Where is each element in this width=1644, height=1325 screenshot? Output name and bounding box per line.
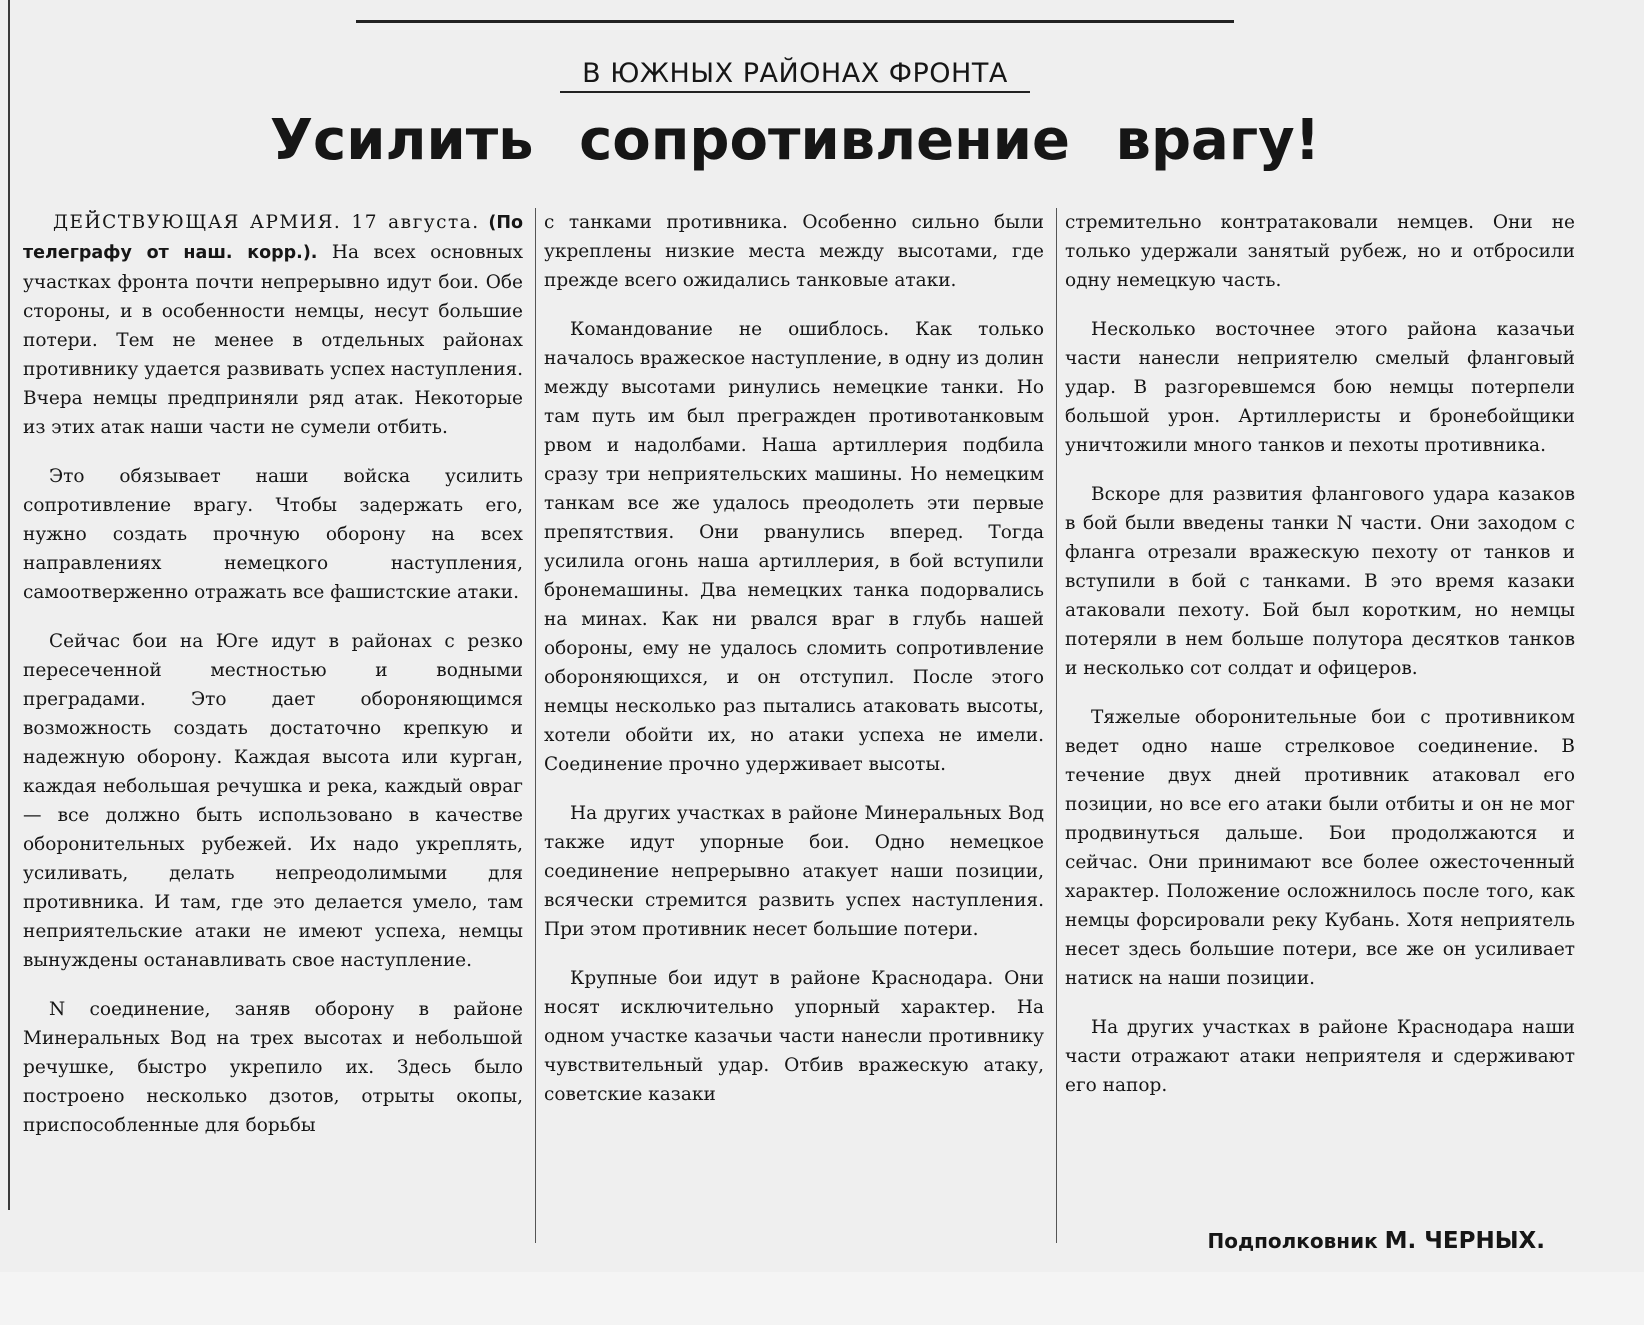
paragraph: Вскоре для развития флангового удара казаков в бой были введены танки N части. Они заходом с фланга отрезали вражескую пехоту от танков и вступили в бой с танками. В это время казаки атаковали пехоту. Бой был коротким, но немцы потеряли в нем больше полутора десятков танков и несколько сот солдат и офицеров.	[1065, 484, 1575, 679]
author-rank: Подполковник	[1207, 1229, 1378, 1253]
paragraph: Тяжелые оборонительные бои с противником ведет одно наше стрелковое соединение. В течение двух дней противник атаковал его позиции, но все его атаки были отбиты и он не мог продвинуться дальше. Бои продолжаются и сейчас. Они принимают все более ожесточенный характер. Положение осложнилось после того, как немцы форсировали реку Кубань. Хотя неприятель несет здесь большие потери, все же он усиливает натиск на наши позиции.	[1065, 707, 1575, 989]
paragraph: Командование не ошиблось. Как только началось вражеское наступление, в одну из долин между высотами ринулись немецкие танки. Но там путь им был прегражден противотанковым рвом и надолбами. Наша артиллерия подбила сразу три неприятельских машины. Но немецким танкам все же удалось преодолеть эти первые препятствия. Они рванулись вперед. Тогда усилила огонь наша артиллерия, в бой вступили бронемашины. Два немецких танка подорвались на минах. Как ни рвался враг в глубь нашей обороны, ему не удалось сломить сопротивление обороняющихся, и он отступил. После этого немцы несколько раз пытались атаковать высоты, хотели обойти их, но атаки успеха не имели. Соединение прочно удерживает высоты.	[544, 319, 1044, 775]
article-column-1	[23, 208, 523, 1160]
article-column-2	[544, 208, 1044, 1129]
column-divider-1	[535, 208, 536, 1243]
paragraph: N соединение, заняв оборону в районе Минеральных Вод на трех высотах и небольшой речушке, быстро укрепило их. Здесь было построено несколько дзотов, отрыты окопы, приспособленные для борьбы	[23, 999, 523, 1136]
section-kicker: В ЮЖНЫХ РАЙОНАХ ФРОНТА	[560, 58, 1030, 93]
top-divider	[356, 20, 1234, 23]
column-divider-2	[1056, 208, 1057, 1243]
paragraph: Это обязывает наши войска усилить сопротивление врагу. Чтобы задержать его, нужно создать прочную оборону на всех направлениях немецкого наступления, самоотверженно отражать все фашистские атаки.	[23, 466, 523, 603]
paragraph: На других участках в районе Минеральных Вод также идут упорные бои. Одно немецкое соединение непрерывно атакует наши позиции, всячески стремится развить успех наступления. При этом противник несет большие потери.	[544, 803, 1044, 940]
paragraph: Крупные бои идут в районе Краснодара. Они носят исключительно упорный характер. На одном участке казачьи части нанесли противнику чувствительный удар. Отбив вражескую атаку, советские казаки	[544, 968, 1044, 1105]
lead-text: На всех основных участках фронта почти непрерывно идут бои. Обе стороны, и в особенности немцы, несут большие потери. Тем не менее в отдельных районах противнику удается развивать успех наступления. Вчера немцы предприняли ряд атак. Некоторые из этих атак наши части не сумели отбить.	[23, 242, 523, 438]
source-credit: (По телеграфу от наш. корр.).	[23, 213, 523, 263]
paragraph: На других участках в районе Краснодара наши части отражают атаки неприятеля и сдерживают его напор.	[1065, 1017, 1575, 1096]
article-column-3	[1065, 208, 1575, 1120]
author-name: М. ЧЕРНЫХ.	[1384, 1228, 1545, 1254]
author-signature	[1165, 1228, 1545, 1254]
paragraph-lead	[23, 208, 523, 442]
paragraph: Сейчас бои на Юге идут в районах с резко пересеченной местностью и водными преградами. Это дает обороняющимся возможность создать достаточно крепкую и надежную оборону. Каждая высота или курган, каждая небольшая речушка и река, каждый овраг — все должно быть использовано в качестве оборонительных рубежей. Их надо укреплять, усиливать, делать непреодолимыми для противника. И там, где это делается умело, там неприятельские атаки не имеют успеха, немцы вынуждены останавливать свое наступление.	[23, 631, 523, 971]
paragraph-continued: стремительно контратаковали немцев. Они не только удержали занятый рубеж, но и отбросили одну немецкую часть.	[1065, 212, 1575, 291]
paragraph: Несколько восточнее этого района казачьи части нанесли неприятелю смелый фланговый удар. В разгоревшемся бою немцы потерпели большой урон. Артиллеристы и бронебойщики уничтожили много танков и пехоты противника.	[1065, 319, 1575, 456]
paragraph-continued: с танками противника. Особенно сильно были укреплены низкие места между высотами, где прежде всего ожидались танковые атаки.	[544, 212, 1044, 291]
article-headline: Усилить сопротивление врагу!	[269, 108, 1321, 173]
page-edge-rule	[8, 0, 10, 1210]
dateline: ДЕЙСТВУЮЩАЯ АРМИЯ. 17 августа.	[53, 212, 480, 233]
page-bottom-margin	[0, 1272, 1644, 1325]
